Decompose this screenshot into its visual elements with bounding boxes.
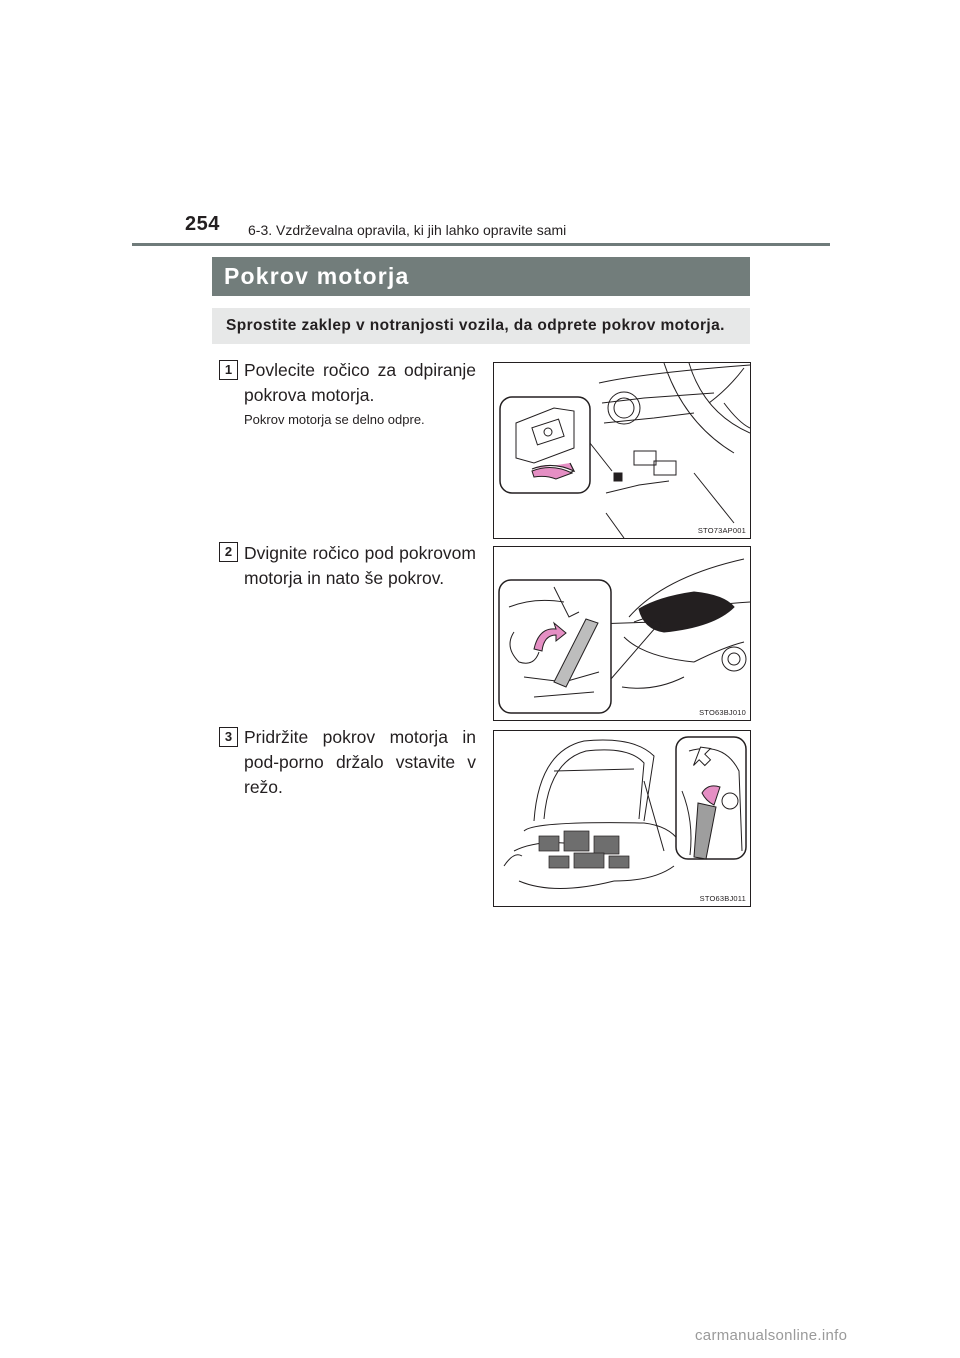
step-3-image-code: STO63BJ011: [699, 894, 746, 903]
step-1-text: Povlecite ročico za odpiranje pokrova motorja.: [244, 360, 476, 405]
step-2-illustration: [493, 546, 751, 721]
section-title: 6-3. Vzdrževalna opravila, ki jih lahko opravite sami: [248, 222, 567, 238]
heading-bar: [212, 257, 750, 296]
hood-release-lever-image: [494, 363, 750, 538]
page-heading: Pokrov motorja: [224, 263, 410, 289]
header-divider: [132, 243, 830, 246]
step-3-number: 3: [219, 727, 238, 747]
summary-text: Sprostite zaklep v notranjosti vozila, da odprete pokrov motorja.: [226, 317, 725, 334]
hood-lever-lift-image: [494, 547, 750, 720]
step-2-text: Dvignite ročico pod pokrovom motorja in nato še pokrov.: [244, 543, 476, 588]
step-1-note: Pokrov motorja se delno odpre.: [244, 412, 425, 427]
step-3-text: Pridržite pokrov motorja in pod-porno držalo vstavite v režo.: [244, 727, 476, 797]
step-3-illustration: [493, 730, 751, 907]
step-2-number: 2: [219, 542, 238, 562]
step-1-illustration: [493, 362, 751, 539]
step-1-image-code: STO73AP001: [697, 526, 746, 535]
page-number: 254: [185, 213, 220, 235]
hood-support-rod-image: [494, 731, 750, 906]
summary-bar: [212, 308, 750, 344]
step-2-image-code: STO63BJ010: [699, 708, 746, 717]
step-1-number: 1: [219, 360, 238, 380]
watermark: carmanualsonline.info: [695, 1327, 848, 1344]
